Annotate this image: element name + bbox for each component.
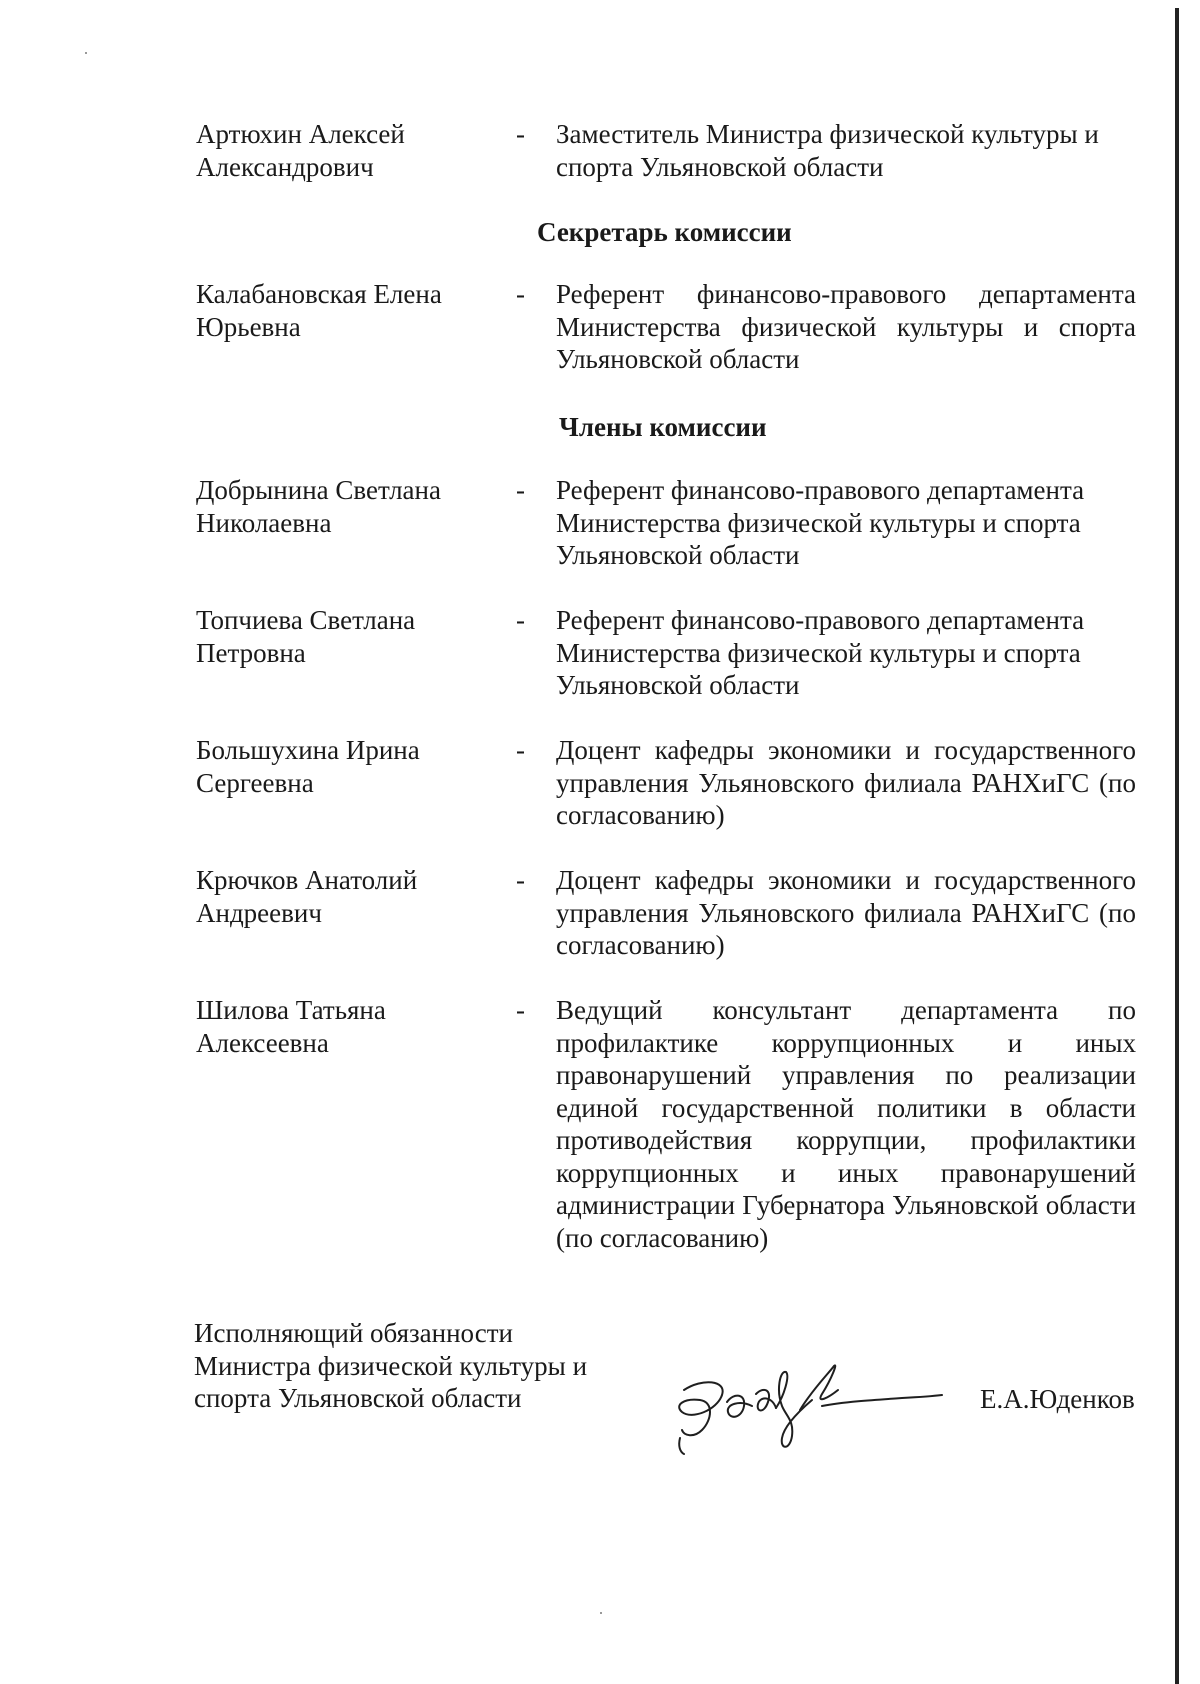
member-position: Референт финансово-правового департамента Министерства физической культуры и спорта Ульяновской области [556, 475, 1085, 570]
signer-name: Е.А.Юденков [980, 1384, 1135, 1414]
member-position: Референт финансово-правового департамента Министерства физической культуры и спорта Ульяновской области [556, 279, 1136, 374]
heading-members: Члены комиссии [559, 412, 767, 442]
page-edge-line [1175, 8, 1179, 1684]
member-position: Ведущий консультант департамента по профилактике коррупционных и иных правонарушений управления по реализации единой государственной политики в области противодействия коррупции, профилактики коррупционных и иных правонарушений администрации Губернатора Ульяновской области (по согласованию) [556, 995, 1136, 1253]
dash: - [516, 279, 525, 309]
handwritten-signature [672, 1350, 972, 1460]
member-position: Доцент кафедры экономики и государственного управления Ульяновского филиала РАНХиГС (по согласованию) [556, 735, 1136, 830]
signoff-position [194, 1317, 634, 1415]
dash: - [516, 865, 525, 895]
member-position: Заместитель Министра физической культуры и спорта Ульяновской области [556, 119, 1099, 182]
member-name: Шилова Татьяна Алексеевна [196, 995, 386, 1058]
dash: - [516, 119, 525, 149]
member-position: Доцент кафедры экономики и государственного управления Ульяновского филиала РАНХиГС (по согласованию) [556, 865, 1136, 960]
scan-speck [85, 52, 87, 54]
member-name: Артюхин Алексей Александрович [196, 119, 405, 182]
member-name: Калабановская Елена Юрьевна [196, 279, 442, 342]
member-name: Крючков Анатолий Андреевич [196, 865, 418, 928]
signoff-line: Министра физической культуры и [194, 1350, 588, 1381]
dash: - [516, 735, 525, 765]
signoff-line: Исполняющий обязанности [194, 1318, 513, 1348]
dash: - [516, 995, 525, 1025]
member-name: Топчиева Светлана Петровна [196, 605, 416, 668]
heading-secretary: Секретарь комиссии [537, 217, 792, 247]
member-name: Добрынина Светлана Николаевна [196, 475, 441, 538]
signoff-line: спорта Ульяновской области [194, 1383, 522, 1413]
scan-speck [600, 1612, 602, 1614]
dash: - [516, 475, 525, 505]
dash: - [516, 605, 525, 635]
member-name: Большухина Ирина Сергеевна [196, 735, 420, 798]
member-position: Референт финансово-правового департамента Министерства физической культуры и спорта Ульяновской области [556, 605, 1085, 700]
